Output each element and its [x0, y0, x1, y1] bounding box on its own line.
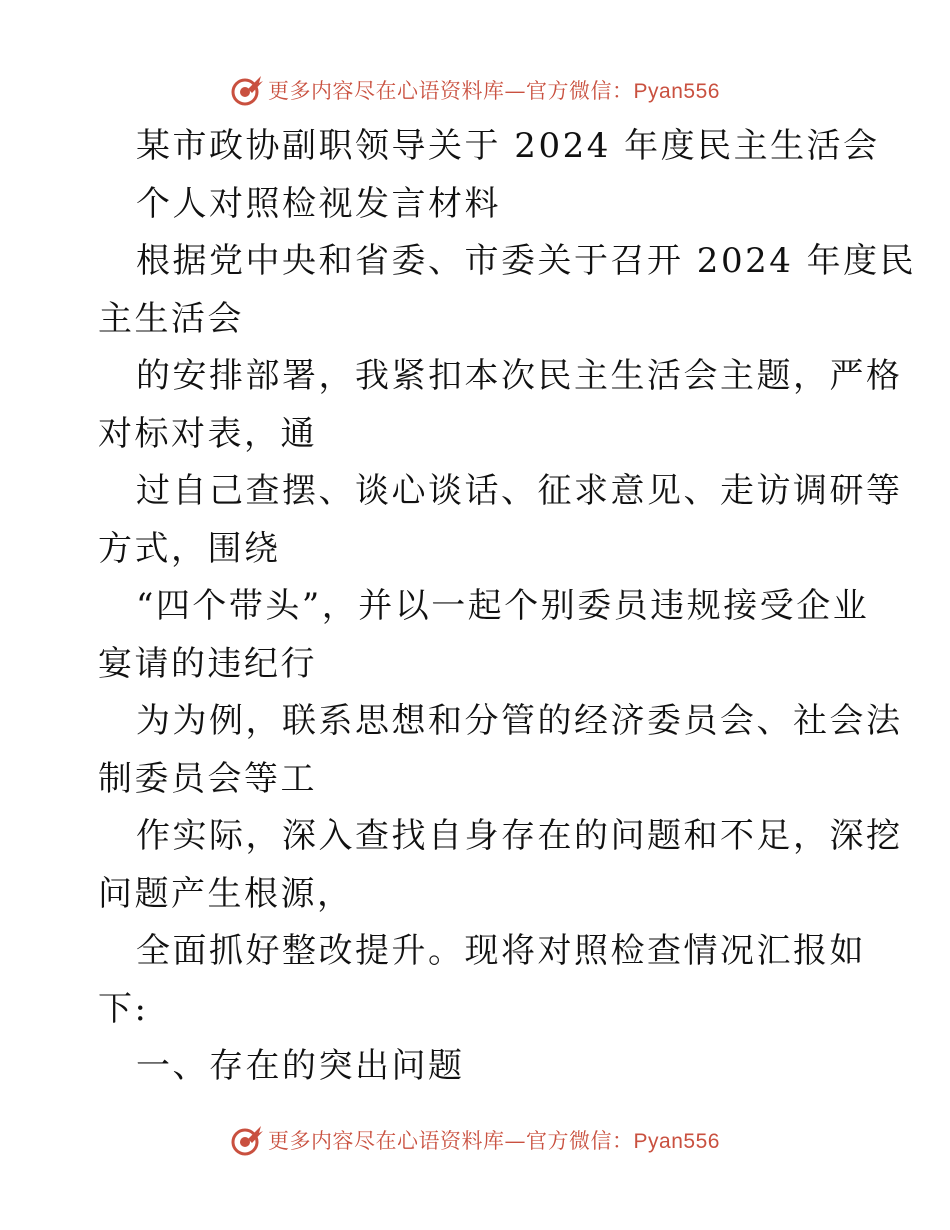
paragraph-line: 对标对表，通 [98, 413, 317, 454]
paragraph-line: 主生活会 [98, 298, 244, 339]
paragraph-line: 方式，围绕 [98, 528, 281, 569]
watermark-text: 更多内容尽在心语资料库—官方微信：Pyan556 [268, 1129, 720, 1153]
paragraph-line: 根据党中央和省委、市委关于召开 2024 年度民 [136, 241, 917, 281]
paragraph-line: 过自己查摆、谈心谈话、征求意见、走访调研等 [136, 471, 903, 511]
paragraph-line: 下: [98, 988, 149, 1029]
paragraph-line: 作实际，深入查找自身存在的问题和不足，深挖 [136, 816, 903, 856]
title-line-1: 某市政协副职领导关于 2024 年度民主生活会 [136, 126, 880, 166]
title-line-2: 个人对照检视发言材料 [136, 183, 501, 224]
section-heading: 一、存在的突出问题 [136, 1046, 465, 1086]
watermark-header [0, 70, 950, 110]
paragraph-line: 问题产生根源， [98, 873, 354, 914]
paragraph-line: 全面抓好整改提升。现将对照检查情况汇报如 [136, 931, 866, 971]
paragraph-line: 制委员会等工 [98, 758, 317, 799]
quill-logo-icon [230, 1123, 264, 1157]
watermark-footer [0, 1120, 950, 1160]
paragraph-line: 的安排部署，我紧扣本次民主生活会主题，严格 [136, 356, 903, 396]
quill-logo-icon [230, 73, 264, 107]
document-body [98, 118, 917, 1096]
paragraph-line: “四个带头”，并以一起个别委员违规接受企业 [136, 586, 870, 626]
paragraph-line: 宴请的违纪行 [98, 643, 317, 684]
paragraph-line: 为为例，联系思想和分管的经济委员会、社会法 [136, 701, 903, 741]
watermark-text: 更多内容尽在心语资料库—官方微信：Pyan556 [268, 79, 720, 103]
